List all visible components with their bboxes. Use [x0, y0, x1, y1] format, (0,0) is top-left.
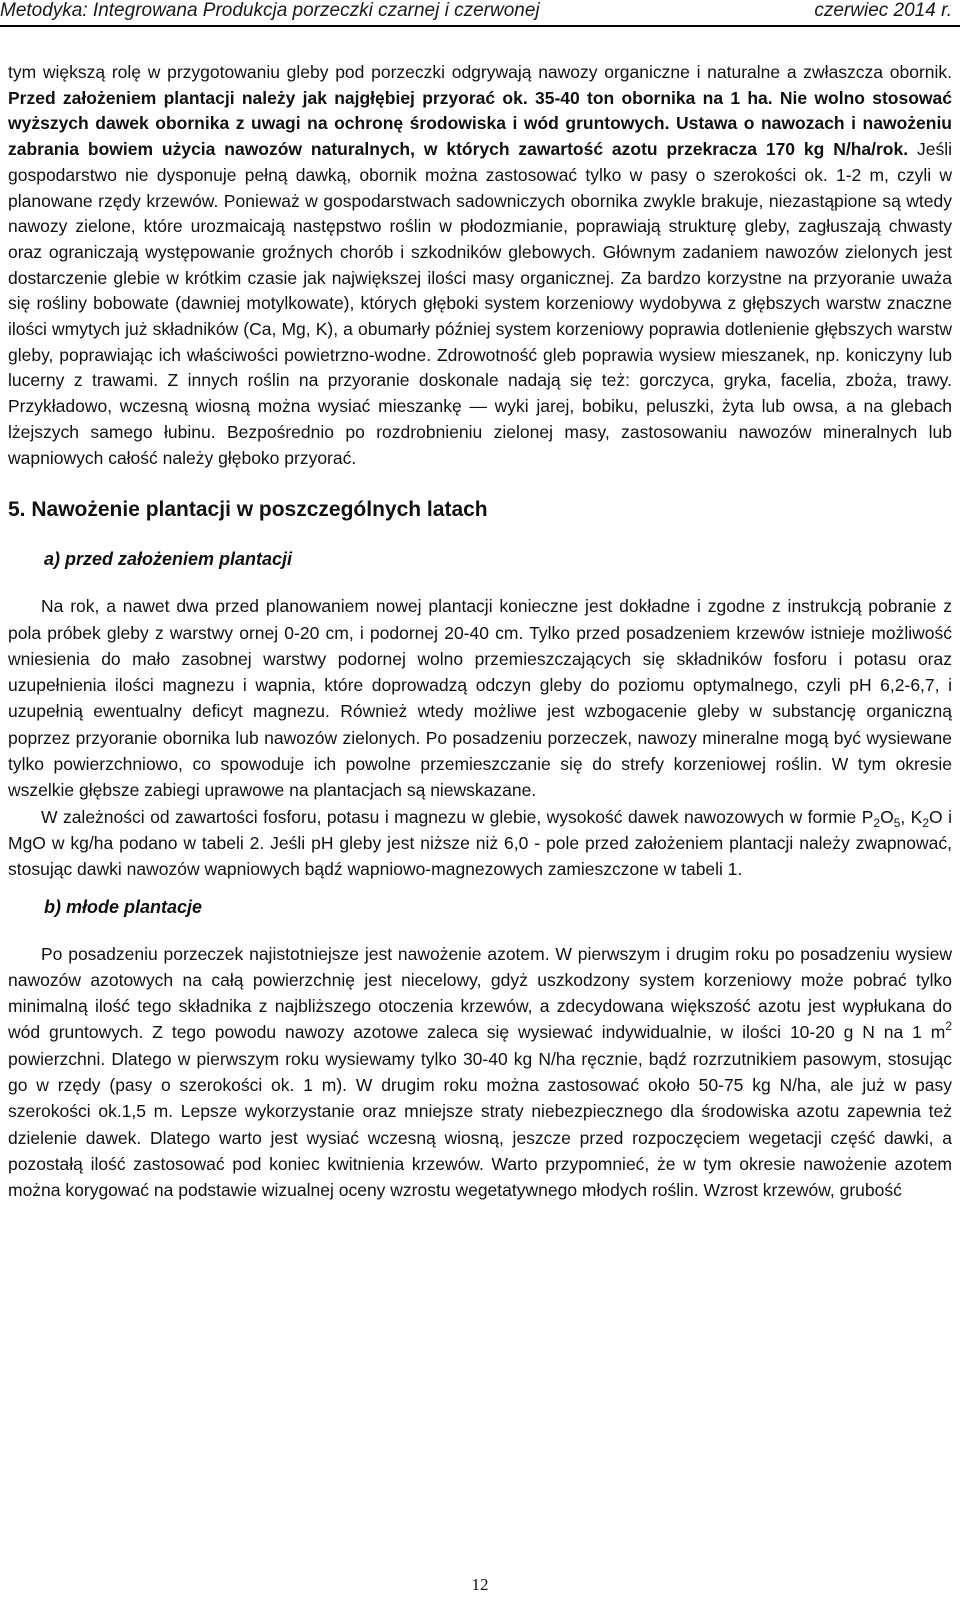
subscript: 2	[873, 815, 881, 830]
paragraph-text: O	[880, 806, 894, 827]
paragraph-text: powierzchni. Dlatego w pierwszym roku wysiewamy tylko 30-40 kg N/ha ręcznie, bądź rozrzutnikiem pasowym, stosując go w rzędy (pasy o szerokości ok. 1 m). W drugim roku można zastosować około 50-75 kg N/ha, ale już w pasy szerokości ok.1,5 m. Lepsze wykorzystanie oraz mniejsze straty niebezpiecznego dla środowiska azotu zapewnia też dzielenie dawek. Dlatego warto jest wysiać wczesną wiosną, jeszcze przed rozpoczęciem wegetacji część dawki, a pozostałą ilość zastosować pod koniec kwitnienia krzewów. Warto przypomnieć, że w tym okresie nawożenie azotem można korygować na podstawie wizualnej oceny wzrostu wegetatywnego młodych roślin. Wzrost krzewów, grubość	[8, 1048, 952, 1201]
paragraph-text: , K	[900, 806, 923, 827]
header-date: czerwiec 2014 r.	[814, 0, 952, 21]
header-divider	[0, 25, 960, 27]
paragraph-dosage	[8, 804, 952, 883]
header-title: Metodyka: Integrowana Produkcja porzeczki czarnej i czerwonej	[0, 0, 540, 21]
paragraph-bold-text: Przed założeniem plantacji należy jak najgłębiej przyorać ok. 35-40 ton obornika na 1 ha. Nie wolno stosować wyższych dawek obornika z uwagi na ochronę środowiska i wód gruntowych. Ustawa o nawozach i nawożeniu zabrania bowiem użycia nawozów naturalnych, w których zawartość azotu przekracza 170 kg N/ha/rok.	[8, 87, 952, 160]
document-body	[8, 60, 952, 1203]
paragraph-text: tym większą rolę w przygotowaniu gleby pod porzeczki odgrywają nawozy organiczne i naturalne a zwłaszcza obornik.	[8, 62, 952, 82]
superscript: 2	[945, 1019, 952, 1034]
page-header	[0, 0, 960, 24]
paragraph-text: Jeśli gospodarstwo nie dysponuje pełną dawką, obornik można zastosować tylko w pasy o szerokości ok. 1-2 m, czyli w planowane rzędy krzewów. Ponieważ w gospodarstwach sadowniczych obornika zwykle brakuje, niezastąpione są wtedy nawozy zielone, które urozmaicają następstwo roślin w płodozmianie, poprawiają strukturę gleby, zagłuszają chwasty oraz ograniczają występowanie groźnych chorób i szkodników glebowych. Głównym zadaniem nawozów zielonych jest dostarczenie glebie w krótkim czasie jak największej ilości masy organicznej. Za bardzo korzystne na przyoranie uważa się rośliny bobowate (dawniej motylkowate), których głęboki system korzeniowy wydobywa z głębszych warstw znaczne ilości wmytych już składników (Ca, Mg, K), a obumarły później system korzeniowy poprawia dotlenienie głębszych warstw gleby, poprawiając ich właściwości powietrzno-wodne. Zdrowotność gleb poprawia wysiew mieszanek, np. koniczyny lub lucerny z trawami. Z innych roślin na przyoranie doskonale nadają się też: gorczyca, gryka, facelia, zboża, trawy. Przykładowo, wczesną wiosną można wysiać mieszankę — wyki jarej, bobiku, peluszki, żyta lub owsa, a na glebach lżejszych samego łubinu. Bezpośrednio po rozdrobnieniu zielonej masy, zastosowaniu nawozów mineralnych lub wapniowych całość należy głęboko przyorać.	[8, 139, 952, 468]
paragraph-text: Po posadzeniu porzeczek najistotniejsze jest nawożenie azotem. W pierwszym i drugim roku po posadzeniu wysiew nawozów azotowych na całą powierzchnię jest niecelowy, gdyż uszkodzony system korzeniowy może pobrać tylko minimalną ilość tego składnika z najbliższego otoczenia krzewów, a zdecydowana większość azotu jest wypłukana do wód gruntowych. Z tego powodu nawozy azotowe zaleca się wysiewać indywidualnie, w ilości 10-20 g N na 1 m	[8, 943, 952, 1043]
subscript: 2	[922, 815, 930, 830]
paragraph-young-plantations	[8, 941, 952, 1204]
subscript: 5	[893, 815, 901, 830]
paragraph-text: O i MgO w kg/ha podano w tabeli 2. Jeśli pH gleby jest niższe niż 6,0 - pole przed założeniem plantacji należy zwapnować, stosując dawki nawozów wapniowych bądź wapniowo-magnezowych zamieszczone w tabeli 1.	[8, 806, 952, 880]
page-number: 12	[471, 1575, 489, 1594]
section-heading: 5. Nawożenie plantacji w poszczególnych latach	[8, 498, 488, 522]
paragraph-text: W zależności od zawartości fosforu, potasu i magnezu w glebie, wysokość dawek nawozowych w formie P	[41, 806, 874, 827]
paragraph-before-planting: Na rok, a nawet dwa przed planowaniem nowej plantacji konieczne jest dokładne i zgodne z instrukcją pobranie z pola próbek gleby z warstwy ornej 0-20 cm, i podornej 20-40 cm. Tylko przed posadzeniem krzewów istnieje możliwość wniesienia do mało zasobnej warstwy podornej wolno przemieszczających się składników fosforu i potasu oraz uzupełnienia ilości magnezu i wapnia, które doprowadzą odczyn gleby do poziomu optymalnego, czyli pH 6,2-6,7, i uzupełnią ewentualny deficyt magnezu. Również wtedy możliwe jest wzbogacenie gleby w substancję organiczną poprzez przyoranie obornika lub nawozów zielonych. Po posadzeniu porzeczek, nawozy mineralne mogą być wysiewane tylko powierzchniowo, co spowoduje ich powolne przemieszczanie się do strefy korzeniowej roślin. W tym okresie wszelkie głębsze zabiegi uprawowe na plantacjach są niewskazane.	[8, 596, 952, 801]
subsection-heading-b: b) młode plantacje	[44, 896, 203, 917]
subsection-heading-a: a) przed założeniem plantacji	[44, 549, 293, 570]
paragraph-organic-fertilizers	[8, 60, 952, 471]
